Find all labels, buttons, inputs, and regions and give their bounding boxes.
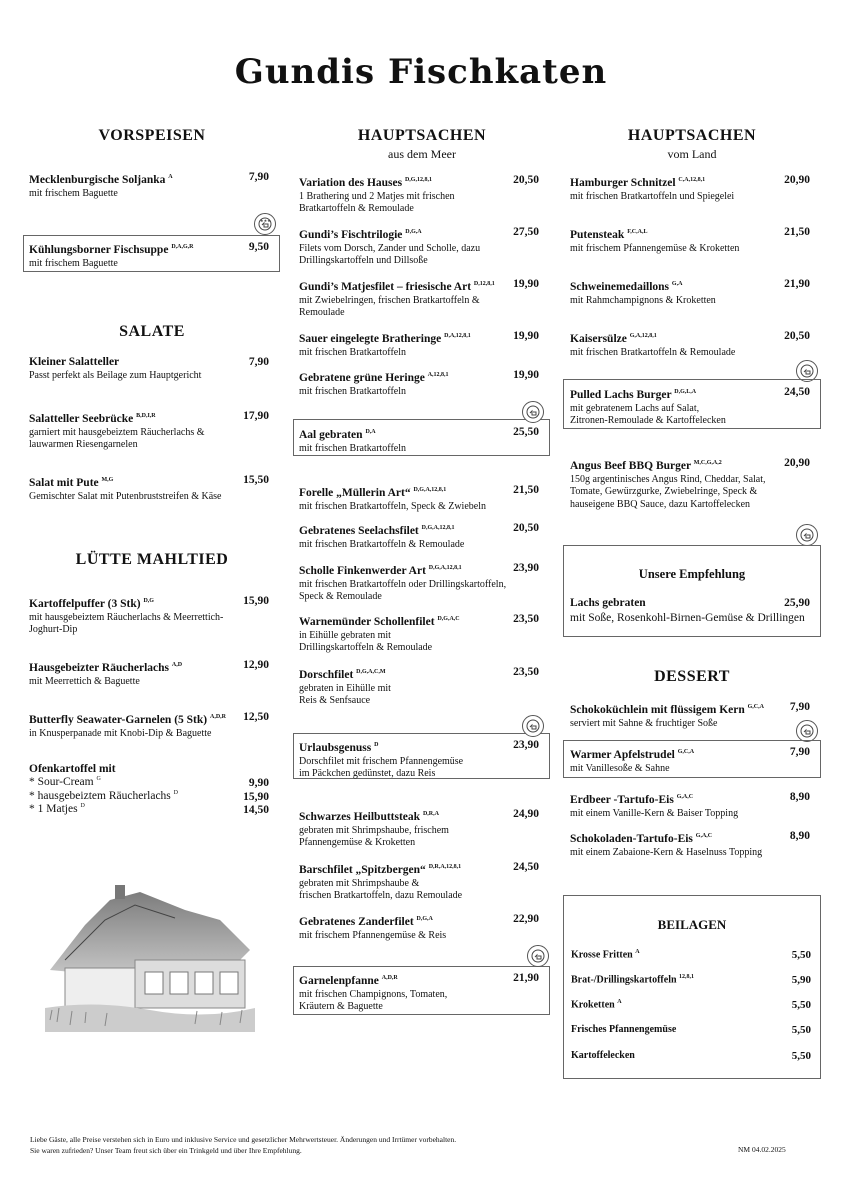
- menu-item: [299, 277, 539, 320]
- item-price: 12,50: [243, 711, 269, 723]
- item-name: Forelle „Müllerin Art“ $^{D,G,A,12,8,1}$: [299, 487, 447, 499]
- item-name: Kartoffelpuffer (3 Stk) $^{D,G}$: [29, 598, 154, 610]
- menu-item: [299, 738, 539, 781]
- item-description: mit frischen Bratkartoffeln, Speck & Zwiebeln: [299, 500, 486, 512]
- item-description: Passt perfekt als Beilage zum Hauptgericht: [29, 369, 202, 381]
- option-price: 9,90: [248, 777, 269, 789]
- option-row: * hausgebeiztem Räucherlachs $^D$ 15,90: [29, 790, 269, 803]
- menu-item: [570, 829, 810, 859]
- item-price: 15,50: [243, 474, 269, 486]
- menu-item: [299, 521, 539, 551]
- side-dish-price: 5,50: [791, 1050, 811, 1062]
- item-name: Schokoküchlein mit flüssigem Kern $^{G,C,A}$: [570, 704, 764, 716]
- item-name: Kühlungsborner Fischsuppe $^{D,A,G,R}$: [29, 244, 194, 256]
- item-name: Urlaubsgenuss $^D$: [299, 742, 379, 754]
- item-price: 27,50: [513, 226, 539, 238]
- item-description: gebraten in Eihülle mit: [299, 682, 391, 694]
- item-description: mit einem Zabaione-Kern & Haselnuss Topping: [570, 846, 763, 858]
- item-price: 21,90: [513, 972, 539, 984]
- menu-item: [299, 807, 539, 850]
- item-name: Kleiner Salatteller: [29, 356, 120, 368]
- item-description: mit frischem Pfannengemüse & Kroketten: [570, 242, 740, 254]
- item-description: mit frischen Bratkartoffeln & Remoulade: [570, 346, 736, 358]
- side-dish-price: 5,90: [791, 974, 811, 986]
- item-description: mit Rahmchampignons & Kroketten: [570, 294, 716, 306]
- item-name: Sauer eingelegte Bratheringe $^{D,A,12,8,1}$: [299, 333, 471, 345]
- section-subheading-land: vom Land: [667, 147, 717, 161]
- item-description: 150g argentinisches Angus Rind, Cheddar, Salat,: [570, 473, 766, 485]
- beilagen-heading: BEILAGEN: [657, 917, 727, 932]
- item-description: Pfannengemüse & Kroketten: [299, 837, 416, 848]
- menu-item: [299, 612, 539, 655]
- side-dish-row: [571, 974, 811, 985]
- menu-item: [29, 355, 269, 382]
- menu-item: [570, 225, 810, 255]
- menu-item: [29, 170, 269, 200]
- item-description: Joghurt-Dip: [29, 624, 78, 635]
- item-description: mit frischen Champignons, Tomaten,: [299, 988, 448, 1000]
- item-name: Variation des Hauses $^{D,G,12,8,1}$: [299, 177, 432, 189]
- section-heading-salate: SALATE: [119, 323, 185, 340]
- recommendation-badge-icon: [796, 524, 818, 546]
- item-description: mit frischen Bratkartoffeln und Spiegelei: [570, 190, 735, 202]
- option-label: * 1 Matjes: [29, 803, 78, 815]
- item-name: Dorschfilet $^{D,G,A,C,M}$: [299, 669, 386, 681]
- footer-line: Liebe Gäste, alle Preise verstehen sich in Euro und inklusive Service und gesetzlicher Mehrwertsteuer. Änderungen und Irrtümer vorbehalten.: [30, 1135, 457, 1144]
- item-description: gebraten mit Shrimpshaube &: [299, 877, 420, 889]
- menu-item: [299, 368, 539, 398]
- item-price: 21,50: [513, 484, 539, 496]
- option-row: * Sour-Cream $^G$ 9,90: [29, 776, 269, 789]
- item-description: hauseigene BBQ Sauce, dazu Kartoffelecken: [570, 498, 751, 510]
- footer-line: Sie waren zufrieden? Unser Team freut sich über ein Trinkgeld und über Ihre Empfehlung.: [30, 1146, 302, 1155]
- item-price: 24,90: [513, 808, 539, 820]
- item-name: Warmer Apfelstrudel $^{G,C,A}$: [570, 749, 695, 761]
- item-description: im Päckchen gedünstet, dazu Reis: [299, 768, 436, 779]
- item-description: gebraten mit Shrimpshaube, frischem: [299, 824, 449, 836]
- section-subheading-meer: aus dem Meer: [388, 147, 456, 161]
- item-description: mit frischem Baguette: [29, 187, 118, 199]
- recommendation-badge-icon: [522, 401, 544, 423]
- item-description: Bratkartoffeln & Remoulade: [299, 203, 414, 214]
- item-name: Butterfly Seawater-Garnelen (5 Stk) $^{A,D,R}$: [29, 714, 226, 726]
- item-price: 20,90: [784, 174, 810, 186]
- side-dish-price: 5,50: [791, 999, 811, 1011]
- item-description: mit Meerrettich & Baguette: [29, 675, 140, 687]
- restaurant-title: Gundis Fischkaten: [234, 52, 608, 92]
- item-price: 23,50: [513, 613, 539, 625]
- side-dish-row: [571, 949, 811, 960]
- item-price: 19,90: [513, 278, 539, 290]
- item-description: mit gebratenem Lachs auf Salat,: [570, 402, 700, 414]
- option-label: * Sour-Cream: [29, 776, 94, 788]
- side-dish-row: [571, 1050, 811, 1061]
- item-price: 8,90: [789, 830, 810, 842]
- item-price: 21,50: [784, 226, 810, 238]
- item-price: 23,90: [513, 562, 539, 574]
- menu-item: [299, 225, 539, 268]
- item-price: 25,90: [784, 597, 810, 609]
- item-price: 19,90: [513, 330, 539, 342]
- allergen-code: A: [635, 949, 640, 955]
- item-description: frischen Bratkartoffeln, dazu Remoulade: [299, 890, 463, 901]
- item-price: 19,90: [513, 369, 539, 381]
- item-price: 22,90: [513, 913, 539, 925]
- item-description: Dorschfilet mit frischem Pfannengemüse: [299, 755, 464, 767]
- item-name: Gebratene grüne Heringe $^{A,12,8,1}$: [299, 372, 449, 384]
- item-description: mit einem Vanille-Kern & Baiser Topping: [570, 807, 739, 819]
- menu-item: [299, 329, 539, 359]
- item-price: 20,90: [784, 457, 810, 469]
- item-price: 23,90: [513, 739, 539, 751]
- menu-item: [299, 665, 539, 708]
- item-name: Hausgebeizter Räucherlachs $^{A,D}$: [29, 662, 183, 674]
- item-description: mit frischen Bratkartoffeln: [299, 346, 407, 358]
- item-price: 20,50: [513, 522, 539, 534]
- item-name: Schokoladen-Tartufo-Eis $^{G,A,C}$: [570, 833, 713, 845]
- side-dish-name: Kartoffelecken: [571, 1050, 635, 1061]
- item-description: mit frischen Bratkartoffeln: [299, 442, 407, 454]
- option-price: 15,90: [243, 791, 269, 803]
- recommendation-badge-icon: [254, 213, 276, 235]
- side-dish-name: Krosse Fritten: [571, 949, 633, 961]
- item-description: Speck & Remoulade: [299, 591, 382, 602]
- section-heading-vorspeisen: VORSPEISEN: [98, 127, 206, 144]
- menu-item: [570, 385, 810, 428]
- item-description: mit frischem Pfannengemüse & Reis: [299, 929, 447, 941]
- item-name: Schweinemedaillons $^{G,A}$: [570, 281, 683, 293]
- item-description: Remoulade: [299, 307, 345, 318]
- item-description: mit frischen Bratkartoffeln & Remoulade: [299, 538, 465, 550]
- menu-item: [570, 700, 810, 730]
- section-heading-land: HAUPTSACHEN: [627, 127, 757, 144]
- section-heading-dessert: DESSERT: [654, 668, 730, 685]
- menu-item: [29, 710, 269, 740]
- item-description: Reis & Senfsauce: [299, 695, 371, 706]
- item-description: Kräutern & Baguette: [299, 1001, 383, 1012]
- menu-item: [29, 473, 269, 503]
- menu-item: [570, 277, 810, 307]
- side-dish-price: 5,50: [791, 1024, 811, 1036]
- item-name: Gebratenes Seelachsfilet $^{D,G,A,12,8,1}$: [299, 525, 455, 537]
- item-name: Ofenkartoffel mit: [29, 763, 116, 775]
- empfehlung-heading: Unsere Empfehlung: [638, 567, 746, 581]
- item-description: lauwarmen Riesengarnelen: [29, 439, 138, 450]
- item-price: 7,90: [789, 701, 810, 713]
- item-description: garniert mit hausgebeiztem Räucherlachs &: [29, 426, 205, 438]
- item-name: Putensteak $^{F,C,A,L}$: [570, 229, 648, 241]
- item-name: Erdbeer -Tartufo-Eis $^{G,A,C}$: [570, 794, 694, 806]
- item-name: Pulled Lachs Burger $^{D,G,L,A}$: [570, 389, 697, 401]
- item-description: mit frischen Bratkartoffeln oder Drillingskartoffeln,: [299, 578, 507, 590]
- allergen-code: 12,8,1: [679, 974, 695, 980]
- item-name: Scholle Finkenwerder Art $^{D,G,A,12,8,1}$: [299, 565, 462, 577]
- footer-note: [30, 1134, 456, 1156]
- menu-item: [299, 561, 539, 604]
- item-description: serviert mit Sahne & fruchtiger Soße: [570, 717, 718, 729]
- item-price: 17,90: [243, 410, 269, 422]
- item-price: 7,90: [789, 746, 810, 758]
- item-name: Aal gebraten $^{D,A}$: [299, 429, 376, 441]
- item-name: Angus Beef BBQ Burger $^{M,C,G,A,2}$: [570, 460, 722, 472]
- menu-item: [29, 240, 269, 270]
- item-description: mit Soße, Rosenkohl-Birnen-Gemüse & Drillingen: [570, 611, 805, 624]
- option-label: * hausgebeiztem Räucherlachs: [29, 790, 171, 802]
- menu-item: [299, 483, 539, 513]
- item-description: in Knusperpanade mit Knobi-Dip & Baguette: [29, 727, 212, 739]
- item-price: 8,90: [789, 791, 810, 803]
- item-price: 7,90: [248, 171, 269, 183]
- item-description: mit hausgebeiztem Räucherlachs & Meerrettich-: [29, 611, 224, 623]
- menu-item: [570, 173, 810, 203]
- item-description: Gemischter Salat mit Putenbruststreifen & Käse: [29, 490, 222, 502]
- item-price: 24,50: [784, 386, 810, 398]
- menu-item: [570, 456, 810, 511]
- item-description: mit Zwiebelringen, frischen Bratkartoffeln &: [299, 294, 480, 306]
- item-name: Salatteller Seebrücke $^{B,D,I,R}$: [29, 413, 156, 425]
- item-description: Zitronen-Remoulade & Kartoffelecken: [570, 415, 726, 426]
- item-description: mit frischen Bratkartoffeln: [299, 385, 407, 397]
- option-price: 14,50: [243, 804, 269, 816]
- menu-item: [29, 594, 269, 637]
- menu-item-ofenkartoffel: [29, 762, 269, 777]
- menu-item: [29, 409, 269, 452]
- item-name: Gebratenes Zanderfilet $^{D,G,A}$: [299, 916, 433, 928]
- menu-item: [299, 912, 539, 942]
- item-price: 25,50: [513, 426, 539, 438]
- allergen-code: A: [617, 999, 622, 1005]
- menu-item: [570, 329, 810, 359]
- item-price: 9,50: [248, 241, 269, 253]
- item-name: Kaisersülze $^{G,A,12,8,1}$: [570, 333, 657, 345]
- item-name: Gundi’s Fischtrilogie $^{D,G,A}$: [299, 229, 422, 241]
- item-name: Gundi’s Matjesfilet – friesische Art $^{D,12,8,1}$: [299, 281, 495, 293]
- menu-item: [570, 790, 810, 820]
- menu-item: [299, 971, 539, 1014]
- item-name: Barschfilet „Spitzbergen“ $^{D,R,A,12,8,1}$: [299, 864, 462, 876]
- side-dish-row: [571, 999, 811, 1010]
- menu-item: [299, 425, 539, 455]
- item-price: 7,90: [248, 356, 269, 368]
- section-heading-luette: LÜTTE MAHLTIED: [75, 551, 229, 568]
- option-row: * 1 Matjes $^D$ 14,50: [29, 803, 269, 816]
- recommendation-badge-icon: [522, 715, 544, 737]
- item-price: 12,90: [243, 659, 269, 671]
- item-description: Filets vom Dorsch, Zander und Scholle, dazu: [299, 242, 481, 254]
- item-name: Garnelenpfanne $^{A,D,R}$: [299, 975, 398, 987]
- svg-text:★★★: ★★★: [260, 218, 271, 223]
- item-description: 1 Brathering und 2 Matjes mit frischen: [299, 190, 455, 202]
- item-name: Salat mit Pute $^{M,G}$: [29, 477, 114, 489]
- item-name: Hamburger Schnitzel $^{C,A,12,8,1}$: [570, 177, 706, 189]
- thatched-house-illustration: [45, 880, 255, 1032]
- item-name: Schwarzes Heilbuttsteak $^{D,R,A}$: [299, 811, 439, 823]
- item-name: Mecklenburgische Soljanka $^A$: [29, 174, 173, 186]
- side-dish-price: 5,50: [791, 949, 811, 961]
- item-price: 24,50: [513, 861, 539, 873]
- recommendation-badge-icon: [527, 945, 549, 967]
- menu-item: [299, 173, 539, 216]
- item-price: 20,50: [513, 174, 539, 186]
- side-dish-row: [571, 1024, 811, 1035]
- item-description: Drillingskartoffeln und Dillsoße: [299, 255, 428, 266]
- footer-code: NM 04.02.2025: [738, 1145, 786, 1154]
- item-description: Tomate, Gewürzgurke, Zwiebelringe, Speck &: [570, 486, 758, 497]
- item-description: mit frischem Baguette: [29, 257, 118, 269]
- side-dish-name: Frisches Pfannengemüse: [571, 1024, 677, 1035]
- menu-item: [299, 860, 539, 903]
- item-price: 15,90: [243, 595, 269, 607]
- item-description: mit Vanillesoße & Sahne: [570, 762, 670, 774]
- side-dish-name: Brat-/Drillingskartoffeln: [571, 974, 677, 986]
- item-description: Drillingskartoffeln & Remoulade: [299, 642, 433, 653]
- item-name: Warnemünder Schollenfilet $^{D,G,A,C}$: [299, 616, 460, 628]
- side-dish-name: Kroketten: [571, 999, 615, 1011]
- item-name: Lachs gebraten: [570, 597, 646, 609]
- menu-item: [570, 745, 810, 775]
- item-price: 21,90: [784, 278, 810, 290]
- menu-item: [29, 658, 269, 688]
- item-price: 23,50: [513, 666, 539, 678]
- menu-item: [570, 596, 810, 626]
- section-heading-meer: HAUPTSACHEN: [357, 127, 487, 144]
- item-description: in Eihülle gebraten mit: [299, 629, 391, 641]
- item-price: 20,50: [784, 330, 810, 342]
